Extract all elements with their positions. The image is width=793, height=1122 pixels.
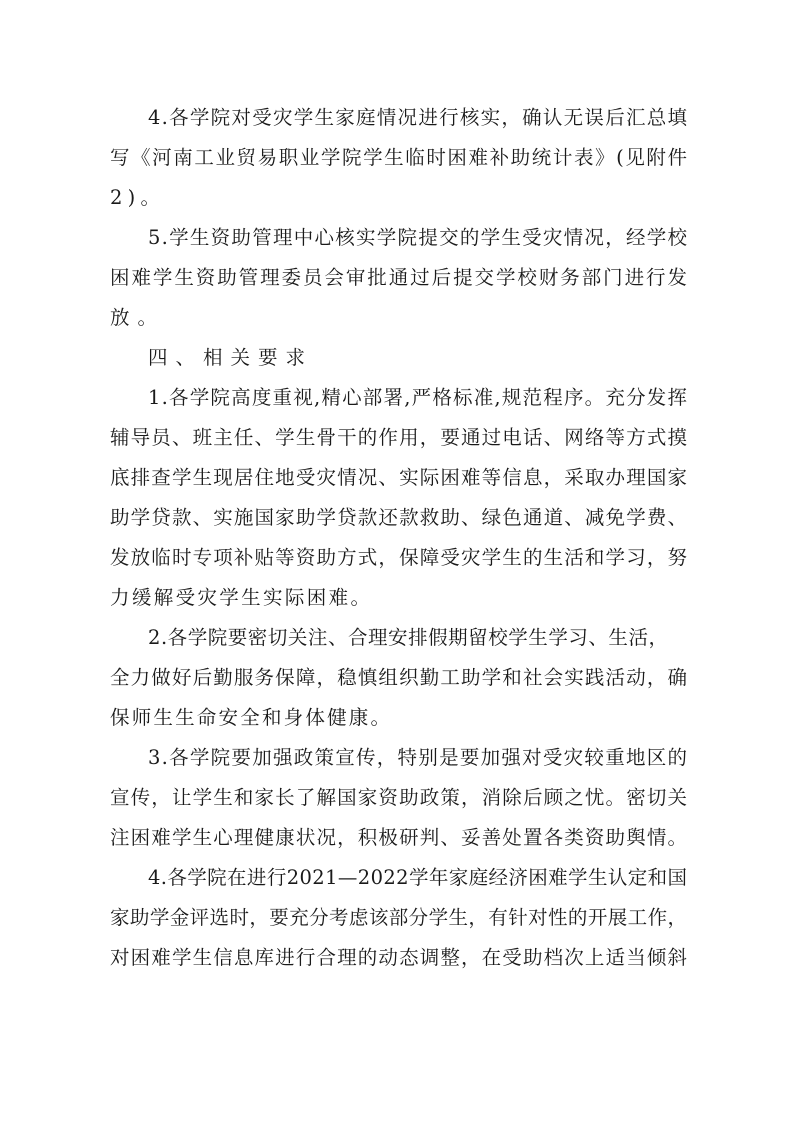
text-line [0, 221, 793, 255]
text-line [0, 821, 793, 855]
paragraph-start: 4.各学院对受灾学生家庭情况进行核实，确认无误后汇总填 [148, 106, 689, 129]
paragraph-text: 底排查学生现居住地受灾情况、实际困难等信息，采取办理国家 [110, 466, 689, 489]
text-line [0, 421, 793, 455]
text-line [0, 701, 793, 735]
paragraph-start: 5.学生资助管理中心核实学院提交的学生受灾情况，经学校 [148, 226, 689, 249]
paragraph-end: 保师生生命安全和身体健康。 [110, 706, 393, 729]
paragraph-end: 放。 [110, 306, 166, 329]
paragraph-text: 宣传，让学生和家长了解国家资助政策，消除后顾之忧。密切关 [110, 786, 689, 809]
text-line [0, 181, 793, 215]
text-line [0, 101, 793, 135]
paragraph-text: 全力做好后勤服务保障，稳慎组织勤工助学和社会实践活动，确 [110, 666, 689, 689]
paragraph-text: 辅导员、班主任、学生骨干的作用，要通过电话、网络等方式摸 [110, 426, 689, 449]
text-line [0, 261, 793, 295]
paragraph-start: 2.各学院要密切关注、合理安排假期留校学生学习、生活， [148, 626, 669, 649]
text-line [0, 541, 793, 575]
text-line [0, 621, 793, 655]
text-line [0, 901, 793, 935]
text-line [0, 141, 793, 175]
paragraph-text: 发放临时专项补贴等资助方式，保障受灾学生的生活和学习，努 [110, 546, 689, 569]
text-line [0, 341, 793, 375]
paragraph-text: 对困难学生信息库进行合理的动态调整，在受助档次上适当倾斜 [110, 946, 689, 969]
paragraph-end: 力缓解受灾学生实际困难。 [110, 586, 373, 609]
text-line [0, 461, 793, 495]
paragraph-end: 2)。 [110, 186, 166, 209]
paragraph-start: 4.各学院在进行2021—2022学年家庭经济困难学生认定和国 [148, 866, 688, 889]
paragraph-text: 家助学金评选时，要充分考虑该部分学生，有针对性的开展工作， [110, 906, 688, 929]
text-line [0, 381, 793, 415]
text-line [0, 741, 793, 775]
paragraph-start: 1.各学院高度重视,精心部署,严格标准,规范程序。充分发挥 [148, 386, 689, 409]
text-line [0, 781, 793, 815]
text-line [0, 501, 793, 535]
text-line [0, 941, 793, 975]
section-heading: 四、相关要求 [148, 346, 314, 369]
text-line [0, 581, 793, 615]
paragraph-text: 困难学生资助管理委员会审批通过后提交学校财务部门进行发 [110, 266, 689, 289]
paragraph-end: 注困难学生心理健康状况，积极研判、妥善处置各类资助舆情。 [110, 826, 689, 849]
text-line [0, 301, 793, 335]
paragraph-text: 写《河南工业贸易职业学院学生临时困难补助统计表》(见附件 [110, 146, 689, 169]
paragraph-text: 助学贷款、实施国家助学贷款还款救助、绿色通道、减免学费、 [110, 506, 689, 529]
text-line [0, 661, 793, 695]
text-line [0, 861, 793, 895]
paragraph-start: 3.各学院要加强政策宣传，特别是要加强对受灾较重地区的 [148, 746, 689, 769]
